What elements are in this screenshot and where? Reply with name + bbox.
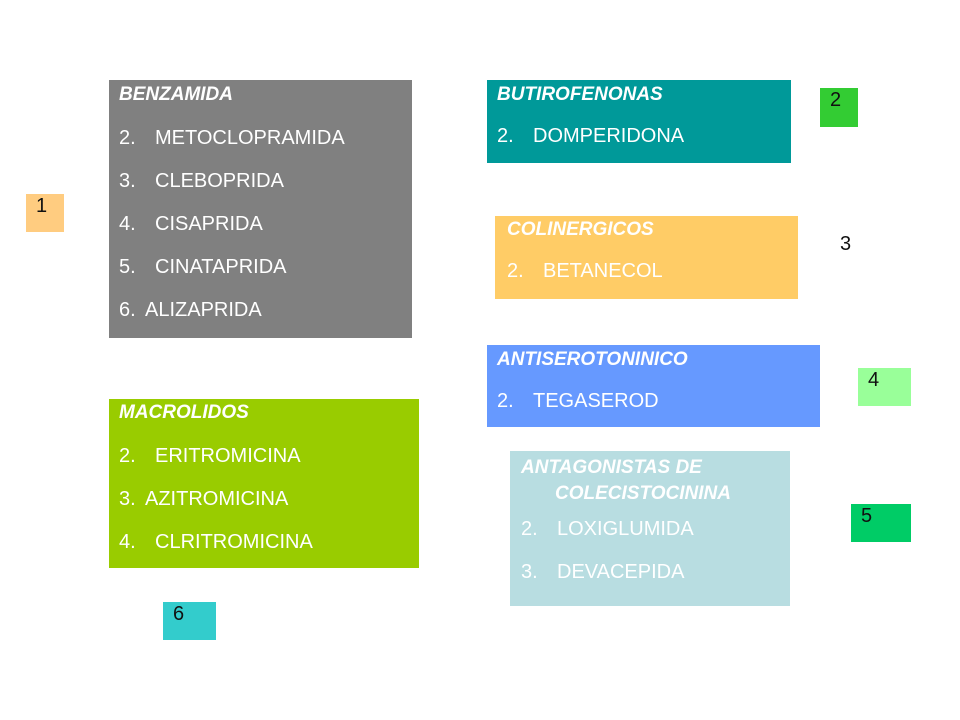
list-item: [119, 169, 412, 193]
item-number: 5.: [119, 256, 136, 278]
antagonistas-box: [510, 451, 790, 606]
colinergicos-box: [495, 216, 798, 299]
colinergicos-title: COLINERGICOS: [507, 219, 654, 240]
item-number: 2.: [521, 518, 538, 540]
item-number: 2.: [119, 127, 136, 149]
item-number: 4.: [119, 213, 136, 235]
number-tag-1: 1: [26, 194, 64, 232]
list-item: [119, 126, 412, 150]
item-label: DEVACEPIDA: [557, 561, 685, 583]
number-tag-5: 5: [851, 504, 911, 542]
item-number: 2.: [497, 125, 514, 147]
item-number: 2.: [497, 390, 514, 412]
antagonistas-title-line2: COLECISTOCININA: [555, 483, 731, 504]
list-item: [119, 530, 419, 554]
list-item: [119, 212, 412, 236]
item-label: TEGASEROD: [533, 390, 659, 412]
list-item: [497, 389, 820, 413]
item-number: 4.: [119, 531, 136, 553]
item-number: 2.: [119, 445, 136, 467]
list-item: [119, 255, 412, 279]
number-tag-4: 4: [858, 368, 911, 406]
list-item: [521, 517, 790, 541]
item-number: 3.: [119, 488, 136, 510]
item-label: ERITROMICINA: [155, 445, 301, 467]
list-item: [119, 298, 412, 322]
macrolidos-box: [109, 399, 419, 568]
item-label: BETANECOL: [543, 260, 663, 282]
item-number: 3.: [521, 561, 538, 583]
item-number: 2.: [507, 260, 524, 282]
list-item: [521, 560, 790, 584]
butirofenonas-title: BUTIROFENONAS: [497, 84, 663, 105]
item-label: CLRITROMICINA: [155, 531, 313, 553]
list-item: [497, 124, 791, 148]
number-tag-3: 3: [840, 233, 852, 255]
item-label: CINATAPRIDA: [155, 256, 287, 278]
antagonistas-title-line1: ANTAGONISTAS DE: [521, 457, 702, 478]
benzamida-title: BENZAMIDA: [119, 84, 233, 105]
item-label: DOMPERIDONA: [533, 125, 685, 147]
item-label: LOXIGLUMIDA: [557, 518, 694, 540]
macrolidos-title: MACROLIDOS: [119, 402, 249, 423]
item-label: ALIZAPRIDA: [145, 299, 262, 321]
benzamida-box: [109, 80, 412, 338]
list-item: [119, 487, 419, 511]
antiserotoninico-title: ANTISEROTONINICO: [497, 349, 688, 370]
list-item: [507, 259, 798, 283]
list-item: [119, 444, 419, 468]
item-number: 3.: [119, 170, 136, 192]
item-label: CISAPRIDA: [155, 213, 263, 235]
item-number: 6.: [119, 299, 136, 321]
item-label: METOCLOPRAMIDA: [155, 127, 345, 149]
number-tag-6: 6: [163, 602, 216, 640]
butirofenonas-box: [487, 80, 791, 163]
item-label: AZITROMICINA: [145, 488, 289, 510]
antagonistas-title: [521, 455, 790, 507]
number-tag-2: 2: [820, 88, 858, 127]
antiserotoninico-box: [487, 345, 820, 427]
item-label: CLEBOPRIDA: [155, 170, 284, 192]
